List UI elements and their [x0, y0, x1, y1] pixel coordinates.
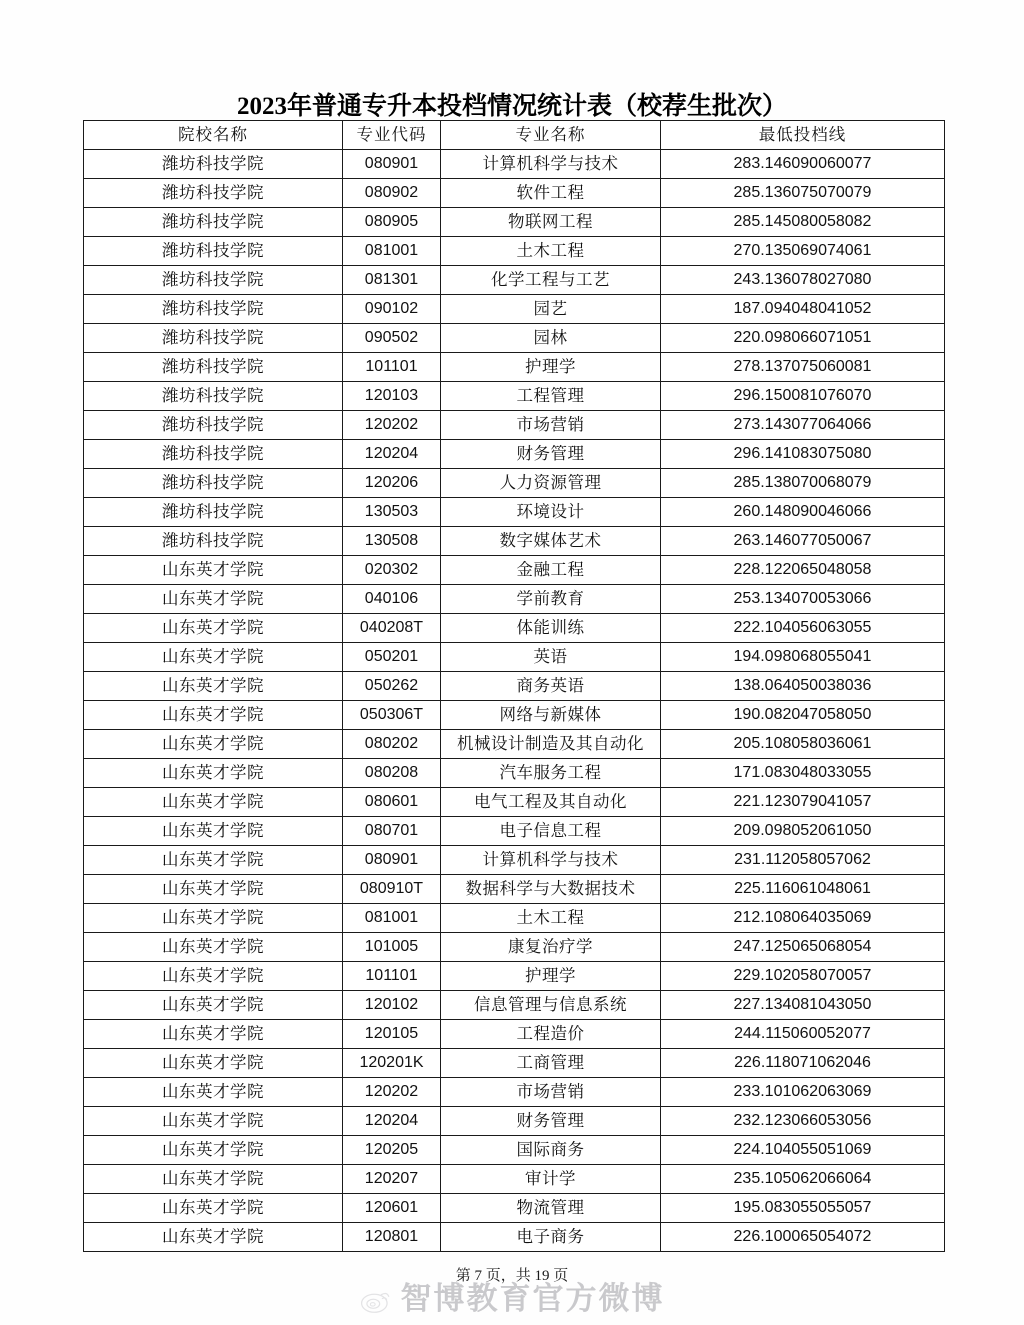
- cell-min-score: 229.102058070057: [661, 962, 945, 991]
- cell-major-name: 体能训练: [441, 614, 661, 643]
- cell-school: 山东英才学院: [84, 1165, 343, 1194]
- cell-min-score: 226.100065054072: [661, 1223, 945, 1252]
- cell-major-name: 电气工程及其自动化: [441, 788, 661, 817]
- table-row: [84, 382, 945, 411]
- table-row: [84, 759, 945, 788]
- cell-min-score: 195.083055055057: [661, 1194, 945, 1223]
- table-row: [84, 440, 945, 469]
- table-row: [84, 1136, 945, 1165]
- table-row: [84, 1020, 945, 1049]
- cell-school: 山东英才学院: [84, 1049, 343, 1078]
- watermark-text: 智博教育官方微博: [400, 1281, 665, 1316]
- cell-school: 山东英才学院: [84, 1078, 343, 1107]
- cell-major-code: 050201: [343, 643, 441, 672]
- cell-major-name: 软件工程: [441, 179, 661, 208]
- cell-min-score: 233.101062063069: [661, 1078, 945, 1107]
- table-row: [84, 324, 945, 353]
- cell-major-code: 080910T: [343, 875, 441, 904]
- table-row: [84, 1107, 945, 1136]
- cell-school: 山东英才学院: [84, 701, 343, 730]
- cell-min-score: 227.134081043050: [661, 991, 945, 1020]
- cell-min-score: 235.105062066064: [661, 1165, 945, 1194]
- table-row: [84, 469, 945, 498]
- table-row: [84, 1165, 945, 1194]
- cell-min-score: 270.135069074061: [661, 237, 945, 266]
- cell-school: 山东英才学院: [84, 759, 343, 788]
- cell-min-score: 222.104056063055: [661, 614, 945, 643]
- cell-min-score: 228.122065048058: [661, 556, 945, 585]
- cell-major-code: 081001: [343, 904, 441, 933]
- table-row: [84, 266, 945, 295]
- cell-major-name: 数据科学与大数据技术: [441, 875, 661, 904]
- cell-school: 山东英才学院: [84, 614, 343, 643]
- cell-min-score: 260.148090046066: [661, 498, 945, 527]
- cell-major-code: 101101: [343, 353, 441, 382]
- cell-major-name: 市场营销: [441, 411, 661, 440]
- cell-min-score: 296.141083075080: [661, 440, 945, 469]
- table-row: [84, 875, 945, 904]
- cell-school: 山东英才学院: [84, 585, 343, 614]
- cell-major-code: 080901: [343, 150, 441, 179]
- cell-school: 潍坊科技学院: [84, 440, 343, 469]
- cell-major-name: 计算机科学与技术: [441, 846, 661, 875]
- table-row: [84, 1049, 945, 1078]
- cell-major-code: 040106: [343, 585, 441, 614]
- cell-school: 山东英才学院: [84, 788, 343, 817]
- cell-major-name: 财务管理: [441, 440, 661, 469]
- cell-major-code: 081301: [343, 266, 441, 295]
- cell-min-score: 263.146077050067: [661, 527, 945, 556]
- cell-school: 潍坊科技学院: [84, 208, 343, 237]
- table-row: [84, 556, 945, 585]
- page-title: 2023年普通专升本投档情况统计表（校荐生批次）: [236, 93, 787, 120]
- cell-major-name: 土木工程: [441, 904, 661, 933]
- cell-major-code: 080202: [343, 730, 441, 759]
- cell-school: 潍坊科技学院: [84, 237, 343, 266]
- cell-major-name: 护理学: [441, 353, 661, 382]
- cell-school: 山东英才学院: [84, 730, 343, 759]
- table-row: [84, 962, 945, 991]
- cell-school: 潍坊科技学院: [84, 324, 343, 353]
- cell-school: 山东英才学院: [84, 846, 343, 875]
- cell-major-code: 120201K: [343, 1049, 441, 1078]
- cell-school: 山东英才学院: [84, 643, 343, 672]
- cell-major-name: 信息管理与信息系统: [441, 991, 661, 1020]
- column-header-major-name: 专业名称: [441, 121, 661, 150]
- cell-min-score: 285.145080058082: [661, 208, 945, 237]
- cell-min-score: 285.138070068079: [661, 469, 945, 498]
- column-header-school: 院校名称: [84, 121, 343, 150]
- cell-major-name: 园林: [441, 324, 661, 353]
- cell-major-code: 120103: [343, 382, 441, 411]
- cell-major-code: 101005: [343, 933, 441, 962]
- table-row: [84, 527, 945, 556]
- cell-major-code: 081001: [343, 237, 441, 266]
- table-row: [84, 730, 945, 759]
- table-row: [84, 817, 945, 846]
- cell-min-score: 243.136078027080: [661, 266, 945, 295]
- table-row: [84, 614, 945, 643]
- cell-major-name: 国际商务: [441, 1136, 661, 1165]
- cell-min-score: 232.123066053056: [661, 1107, 945, 1136]
- cell-major-code: 050262: [343, 672, 441, 701]
- table-row: [84, 846, 945, 875]
- cell-major-code: 050306T: [343, 701, 441, 730]
- cell-min-score: 205.108058036061: [661, 730, 945, 759]
- cell-school: 潍坊科技学院: [84, 295, 343, 324]
- cell-major-code: 020302: [343, 556, 441, 585]
- cell-min-score: 187.094048041052: [661, 295, 945, 324]
- cell-min-score: 225.116061048061: [661, 875, 945, 904]
- cell-major-name: 园艺: [441, 295, 661, 324]
- cell-min-score: 212.108064035069: [661, 904, 945, 933]
- cell-major-name: 物联网工程: [441, 208, 661, 237]
- cell-school: 山东英才学院: [84, 672, 343, 701]
- cell-major-code: 120105: [343, 1020, 441, 1049]
- cell-min-score: 171.083048033055: [661, 759, 945, 788]
- cell-major-code: 080601: [343, 788, 441, 817]
- cell-major-code: 120601: [343, 1194, 441, 1223]
- cell-school: 潍坊科技学院: [84, 411, 343, 440]
- cell-school: 潍坊科技学院: [84, 382, 343, 411]
- cell-major-code: 120207: [343, 1165, 441, 1194]
- cell-major-code: 120204: [343, 1107, 441, 1136]
- cell-min-score: 190.082047058050: [661, 701, 945, 730]
- cell-major-name: 土木工程: [441, 237, 661, 266]
- cell-major-code: 040208T: [343, 614, 441, 643]
- cell-major-name: 护理学: [441, 962, 661, 991]
- cell-min-score: 224.104055051069: [661, 1136, 945, 1165]
- cell-school: 潍坊科技学院: [84, 150, 343, 179]
- cell-min-score: 221.123079041057: [661, 788, 945, 817]
- table-row: [84, 498, 945, 527]
- cell-min-score: 296.150081076070: [661, 382, 945, 411]
- cell-major-name: 金融工程: [441, 556, 661, 585]
- table-row: [84, 237, 945, 266]
- cell-major-name: 康复治疗学: [441, 933, 661, 962]
- cell-major-name: 化学工程与工艺: [441, 266, 661, 295]
- cell-min-score: 226.118071062046: [661, 1049, 945, 1078]
- cell-major-name: 英语: [441, 643, 661, 672]
- cell-min-score: 194.098068055041: [661, 643, 945, 672]
- cell-major-name: 计算机科学与技术: [441, 150, 661, 179]
- table-row: [84, 179, 945, 208]
- cell-major-code: 101101: [343, 962, 441, 991]
- cell-school: 潍坊科技学院: [84, 266, 343, 295]
- cell-min-score: 283.146090060077: [661, 150, 945, 179]
- cell-major-name: 商务英语: [441, 672, 661, 701]
- cell-school: 山东英才学院: [84, 904, 343, 933]
- table-row: [84, 1078, 945, 1107]
- cell-school: 山东英才学院: [84, 556, 343, 585]
- cell-major-name: 学前教育: [441, 585, 661, 614]
- cell-major-code: 120801: [343, 1223, 441, 1252]
- table-row: [84, 208, 945, 237]
- cell-major-code: 090102: [343, 295, 441, 324]
- cell-school: 潍坊科技学院: [84, 527, 343, 556]
- table-row: [84, 991, 945, 1020]
- table-row: [84, 904, 945, 933]
- cell-major-code: 080901: [343, 846, 441, 875]
- cell-major-name: 物流管理: [441, 1194, 661, 1223]
- cell-major-name: 人力资源管理: [441, 469, 661, 498]
- cell-school: 山东英才学院: [84, 875, 343, 904]
- weibo-eye-icon: [360, 1282, 394, 1316]
- cell-school: 山东英才学院: [84, 817, 343, 846]
- cell-major-name: 电子信息工程: [441, 817, 661, 846]
- cell-min-score: 273.143077064066: [661, 411, 945, 440]
- cell-school: 潍坊科技学院: [84, 353, 343, 382]
- cell-major-name: 工程管理: [441, 382, 661, 411]
- cell-major-code: 120102: [343, 991, 441, 1020]
- cell-school: 潍坊科技学院: [84, 179, 343, 208]
- cell-min-score: 247.125065068054: [661, 933, 945, 962]
- page-number-footer: 第 7 页，共 19 页: [455, 1268, 569, 1284]
- cell-school: 山东英才学院: [84, 933, 343, 962]
- cell-school: 山东英才学院: [84, 1107, 343, 1136]
- table-row: [84, 353, 945, 382]
- table-row: [84, 933, 945, 962]
- cell-major-name: 电子商务: [441, 1223, 661, 1252]
- cell-min-score: 285.136075070079: [661, 179, 945, 208]
- cell-school: 山东英才学院: [84, 1223, 343, 1252]
- cell-min-score: 278.137075060081: [661, 353, 945, 382]
- table-row: [84, 585, 945, 614]
- cell-school: 山东英才学院: [84, 1194, 343, 1223]
- table-row: [84, 701, 945, 730]
- table-row: [84, 1194, 945, 1223]
- cell-min-score: 253.134070053066: [661, 585, 945, 614]
- cell-school: 山东英才学院: [84, 1136, 343, 1165]
- cell-school: 潍坊科技学院: [84, 469, 343, 498]
- cell-major-code: 080701: [343, 817, 441, 846]
- table-row: [84, 788, 945, 817]
- cell-major-name: 市场营销: [441, 1078, 661, 1107]
- table-body: [84, 150, 945, 1252]
- cell-school: 山东英才学院: [84, 1020, 343, 1049]
- cell-major-code: 130503: [343, 498, 441, 527]
- cell-major-code: 120202: [343, 411, 441, 440]
- table-header-row: [84, 121, 945, 150]
- cell-major-name: 财务管理: [441, 1107, 661, 1136]
- cell-school: 山东英才学院: [84, 962, 343, 991]
- admission-score-table: [83, 120, 945, 1252]
- cell-major-code: 080905: [343, 208, 441, 237]
- cell-major-name: 环境设计: [441, 498, 661, 527]
- cell-major-name: 机械设计制造及其自动化: [441, 730, 661, 759]
- cell-major-name: 汽车服务工程: [441, 759, 661, 788]
- cell-major-name: 数字媒体艺术: [441, 527, 661, 556]
- cell-school: 山东英才学院: [84, 991, 343, 1020]
- cell-major-name: 工程造价: [441, 1020, 661, 1049]
- column-header-major-code: 专业代码: [343, 121, 441, 150]
- watermark: [0, 1282, 1024, 1316]
- cell-major-name: 网络与新媒体: [441, 701, 661, 730]
- cell-major-code: 120205: [343, 1136, 441, 1165]
- cell-min-score: 209.098052061050: [661, 817, 945, 846]
- cell-major-code: 130508: [343, 527, 441, 556]
- table-row: [84, 150, 945, 179]
- cell-major-name: 工商管理: [441, 1049, 661, 1078]
- column-header-min-score: 最低投档线: [661, 121, 945, 150]
- table-row: [84, 295, 945, 324]
- cell-school: 潍坊科技学院: [84, 498, 343, 527]
- cell-major-code: 090502: [343, 324, 441, 353]
- cell-min-score: 231.112058057062: [661, 846, 945, 875]
- table-row: [84, 1223, 945, 1252]
- cell-min-score: 220.098066071051: [661, 324, 945, 353]
- cell-major-code: 080902: [343, 179, 441, 208]
- table-row: [84, 672, 945, 701]
- cell-min-score: 138.064050038036: [661, 672, 945, 701]
- cell-major-code: 120202: [343, 1078, 441, 1107]
- cell-major-code: 120204: [343, 440, 441, 469]
- table-row: [84, 411, 945, 440]
- cell-major-name: 审计学: [441, 1165, 661, 1194]
- table-row: [84, 643, 945, 672]
- cell-major-code: 080208: [343, 759, 441, 788]
- cell-major-code: 120206: [343, 469, 441, 498]
- cell-min-score: 244.115060052077: [661, 1020, 945, 1049]
